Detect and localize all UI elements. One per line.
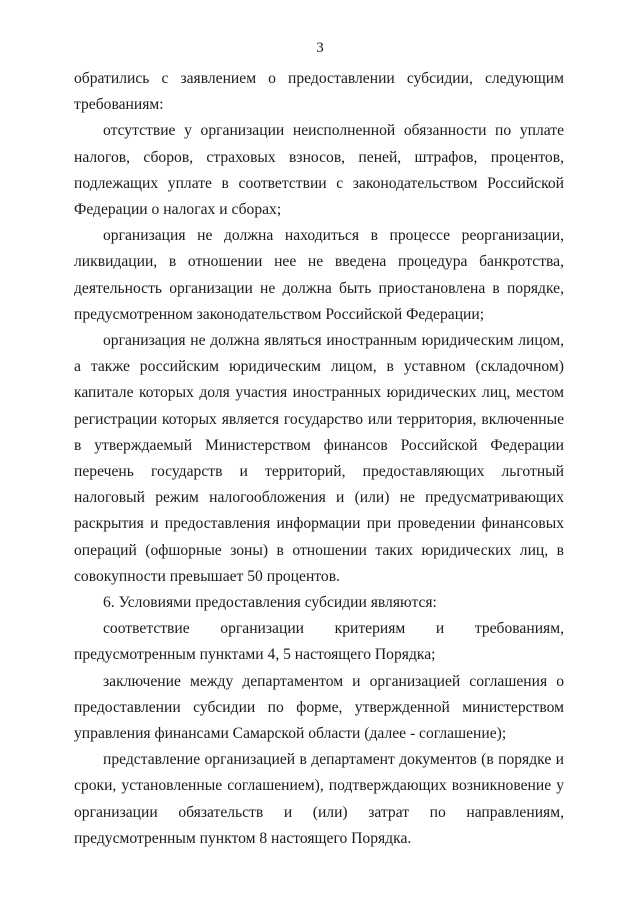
paragraph-continuation: обратились с заявлением о предоставлении субсидии, следующим требованиям: — [74, 70, 564, 114]
document-body — [74, 66, 564, 852]
paragraph-requirement-foreign-entity: организация не должна являться иностранным юридическим лицом, а также российским юридическим лицом, в уставном (складочном) капитале которых доля участия иностранных юридических лиц, местом регистрации которых является государство или территория, включенные в утверждаемый Министерством финансов Российской Федерации перечень государств и территорий, предоставляющих льготный налоговый режим налогообложения и (или) не предусматривающих раскрытия и предоставления информации при проведении финансовых операций (офшорные зоны) в отношении таких юридических лиц, в совокупности превышает 50 процентов. — [74, 332, 564, 585]
paragraph-requirement-reorganization: организация не должна находиться в процессе реорганизации, ликвидации, в отношении нее не введена процедура банкротства, деятельность организации не должна быть приостановлена в порядке, предусмотренном законодательством Российской Федерации; — [74, 227, 564, 323]
paragraph-condition-agreement: заключение между департаментом и организацией соглашения о предоставлении субсидии по форме, утвержденной министерством управления финансами Самарской области (далее - соглашение); — [74, 672, 564, 743]
paragraph-condition-criteria: соответствие организации критериям и требованиям, предусмотренным пунктами 4, 5 настоящего Порядка; — [74, 620, 564, 664]
paragraph-condition-documents: представление организацией в департамент документов (в порядке и сроки, установленные соглашением), подтверждающих возникновение у организации обязательств и (или) затрат по направлениям, предусмотренным пунктом 8 настоящего Порядка. — [74, 751, 564, 847]
paragraph-section-6-heading: 6. Условиями предоставления субсидии являются: — [103, 594, 437, 612]
page-number: 3 — [316, 40, 324, 56]
paragraph-requirement-taxes: отсутствие у организации неисполненной обязанности по уплате налогов, сборов, страховых взносов, пеней, штрафов, процентов, подлежащих уплате в соответствии с законодательством Российской Федерации о налогах и сборах; — [74, 122, 564, 219]
